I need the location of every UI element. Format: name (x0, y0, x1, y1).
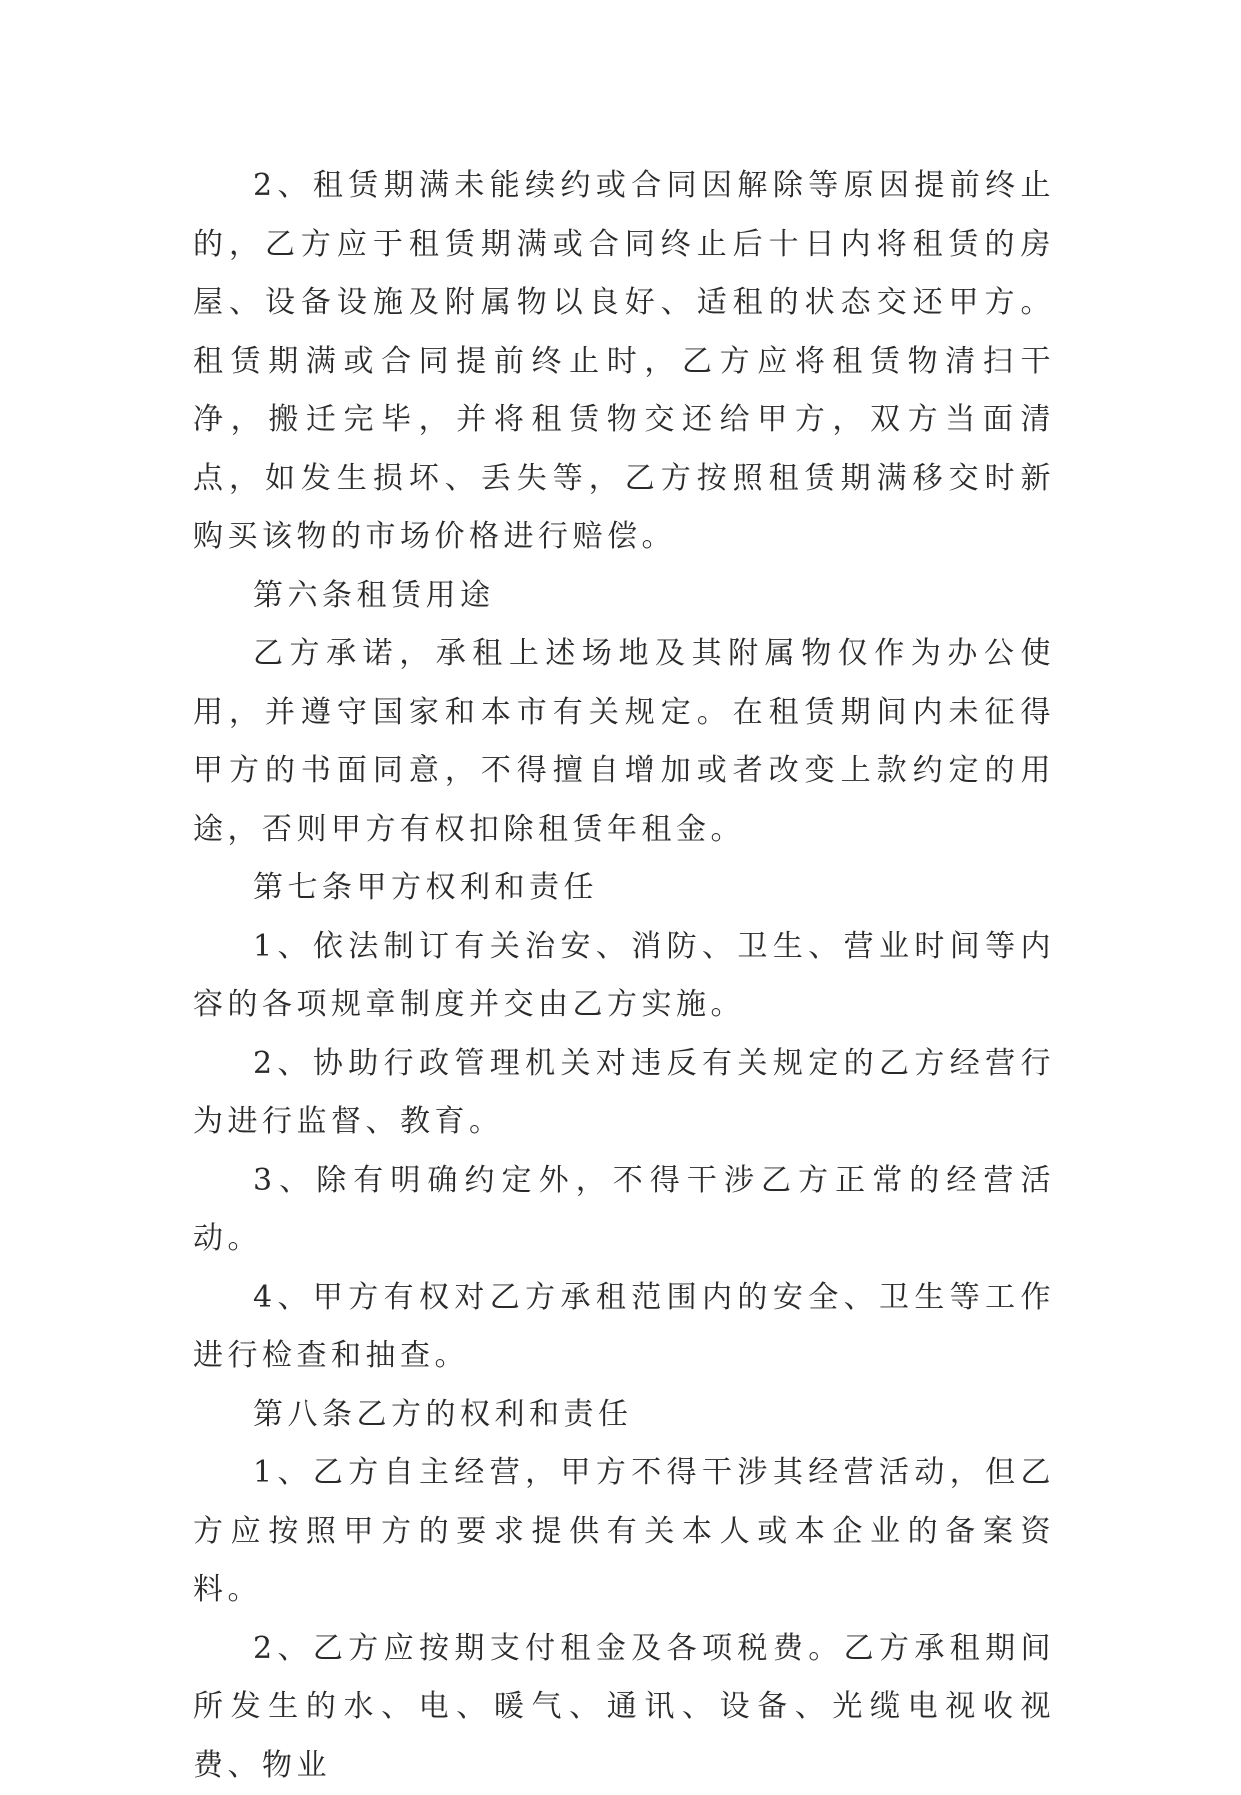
article-8-item-1: 1、乙方自主经营，甲方不得干涉其经营活动，但乙方应按照甲方的要求提供有关本人或本企业的备案资料。 (193, 1444, 1055, 1620)
article-6-heading: 第六条租赁用途 (193, 567, 1055, 626)
article-7-item-1: 1、依法制订有关治安、消防、卫生、营业时间等内容的各项规章制度并交由乙方实施。 (193, 918, 1055, 1035)
document-body (193, 157, 1055, 1795)
article-7-item-3: 3、除有明确约定外，不得干涉乙方正常的经营活动。 (193, 1152, 1055, 1269)
article-8-heading: 第八条乙方的权利和责任 (193, 1386, 1055, 1445)
article-7-heading: 第七条甲方权利和责任 (193, 859, 1055, 918)
article-6-body: 乙方承诺，承租上述场地及其附属物仅作为办公使用，并遵守国家和本市有关规定。在租赁期间内未征得甲方的书面同意，不得擅自增加或者改变上款约定的用途，否则甲方有权扣除租赁年租金。 (193, 625, 1055, 859)
article-7-item-4: 4、甲方有权对乙方承租范围内的安全、卫生等工作进行检查和抽查。 (193, 1269, 1055, 1386)
article-8-item-2: 2、乙方应按期支付租金及各项税费。乙方承租期间所发生的水、电、暖气、通讯、设备、光缆电视收视费、物业 (193, 1620, 1055, 1795)
clause-5-item-2: 2、租赁期满未能续约或合同因解除等原因提前终止的，乙方应于租赁期满或合同终止后十日内将租赁的房屋、设备设施及附属物以良好、适租的状态交还甲方。租赁期满或合同提前终止时，乙方应将租赁物清扫干净，搬迁完毕，并将租赁物交还给甲方，双方当面清点，如发生损坏、丢失等，乙方按照租赁期满移交时新购买该物的市场价格进行赔偿。 (193, 157, 1055, 567)
article-7-item-2: 2、协助行政管理机关对违反有关规定的乙方经营行为进行监督、教育。 (193, 1035, 1055, 1152)
